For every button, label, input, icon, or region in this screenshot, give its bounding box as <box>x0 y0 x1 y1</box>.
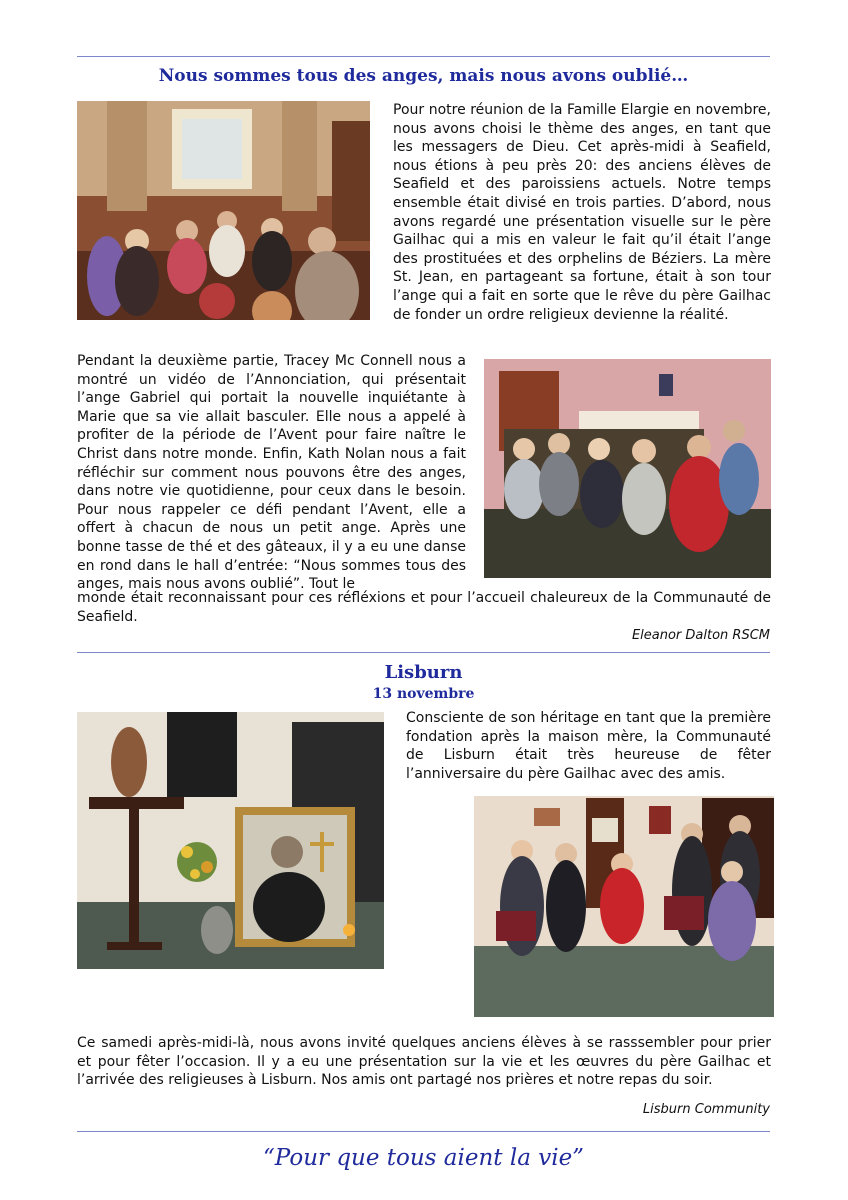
section-subtitle-date: 13 novembre <box>372 686 475 702</box>
photo-portrait-shrine <box>77 712 384 969</box>
bottom-divider <box>77 1131 770 1132</box>
middle-divider <box>77 652 770 653</box>
section-title-anges: Nous sommes tous des anges, mais nous avons oublié… <box>158 66 689 86</box>
section-title-lisburn: Lisburn <box>384 662 463 683</box>
section2-paragraph-1: Consciente de son héritage en tant que la première fondation après la maison mère, la Communauté de Lisburn était très heureuse de fêter l’anniversaire du père Gailhac avec des amis. <box>406 710 771 782</box>
photo-living-room <box>484 359 771 578</box>
section2-paragraph-2: Ce samedi après-midi-là, nous avons invité quelques anciens élèves à se rasssembler pour prier et pour fêter l’occasion. Il y a eu une présentation sur la vie et les œuvres du père Gailhac et l’arrivée des religieuses à Lisburn. Nos amis ont partagé nos prières et notre repas du soir. <box>77 1035 771 1089</box>
photo-lisburn-gathering <box>474 796 774 1017</box>
signature-lisburn-community: Lisburn Community <box>642 1102 770 1117</box>
signature-eleanor-dalton: Eleanor Dalton RSCM <box>631 628 770 643</box>
section1-paragraph-2: Pendant la deuxième partie, Tracey Mc Connell nous a montré un vidéo de l’Annonciation, qui présentait l’ange Gabriel qui portait la nouvelle inquiétante à Marie que sa vie allait basculer. Elle nous a appelé à profiter de la période de l’Avent pour faire naître le Christ dans notre monde. Enfin, Kath Nolan nous a fait réfléchir sur comment nous pouvons être des anges, dans notre vie quotidienne, pour ceux dans le besoin. Pour nous rappeler ce défi pendant l’Avent, elle a offert à chacun de nous un petit ange. Après une bonne tasse de thé et des gâteaux, il y a eu une danse en rond dans le hall d’entrée: “Nous sommes tous des anges, mais nous avons oublié”. Tout le <box>77 353 466 593</box>
section1-paragraph-1: Pour notre réunion de la Famille Elargie en novembre, nous avons choisi le thème des anges, en tant que les messagers de Dieu. Cet après-midi à Seafield, nous étions à peu près 20: des anciens élèves de Seafield et des paroissiens actuels. Notre temps ensemble était divisé en trois parties. D’abord, nous avons regardé une présentation visuelle sur le père Gailhac qui a mis en valeur le fait qu’il était l’ange des prostituées et des orphelins de Béziers. La mère St. Jean, en partageant sa fortune, était à son tour l’ange qui a fait en sorte que le rêve du père Gailhac de fonder un ordre religieux devienne la réalité. <box>393 102 771 323</box>
photo-meeting-room <box>77 101 370 320</box>
footer-motto: “Pour que tous aient la vie” <box>263 1145 584 1171</box>
section1-paragraph-2-continued: monde était reconnaissant pour ces réfléxions et pour l’accueil chaleureux de la Communauté de Seafield. <box>77 590 771 625</box>
top-divider <box>77 56 770 57</box>
